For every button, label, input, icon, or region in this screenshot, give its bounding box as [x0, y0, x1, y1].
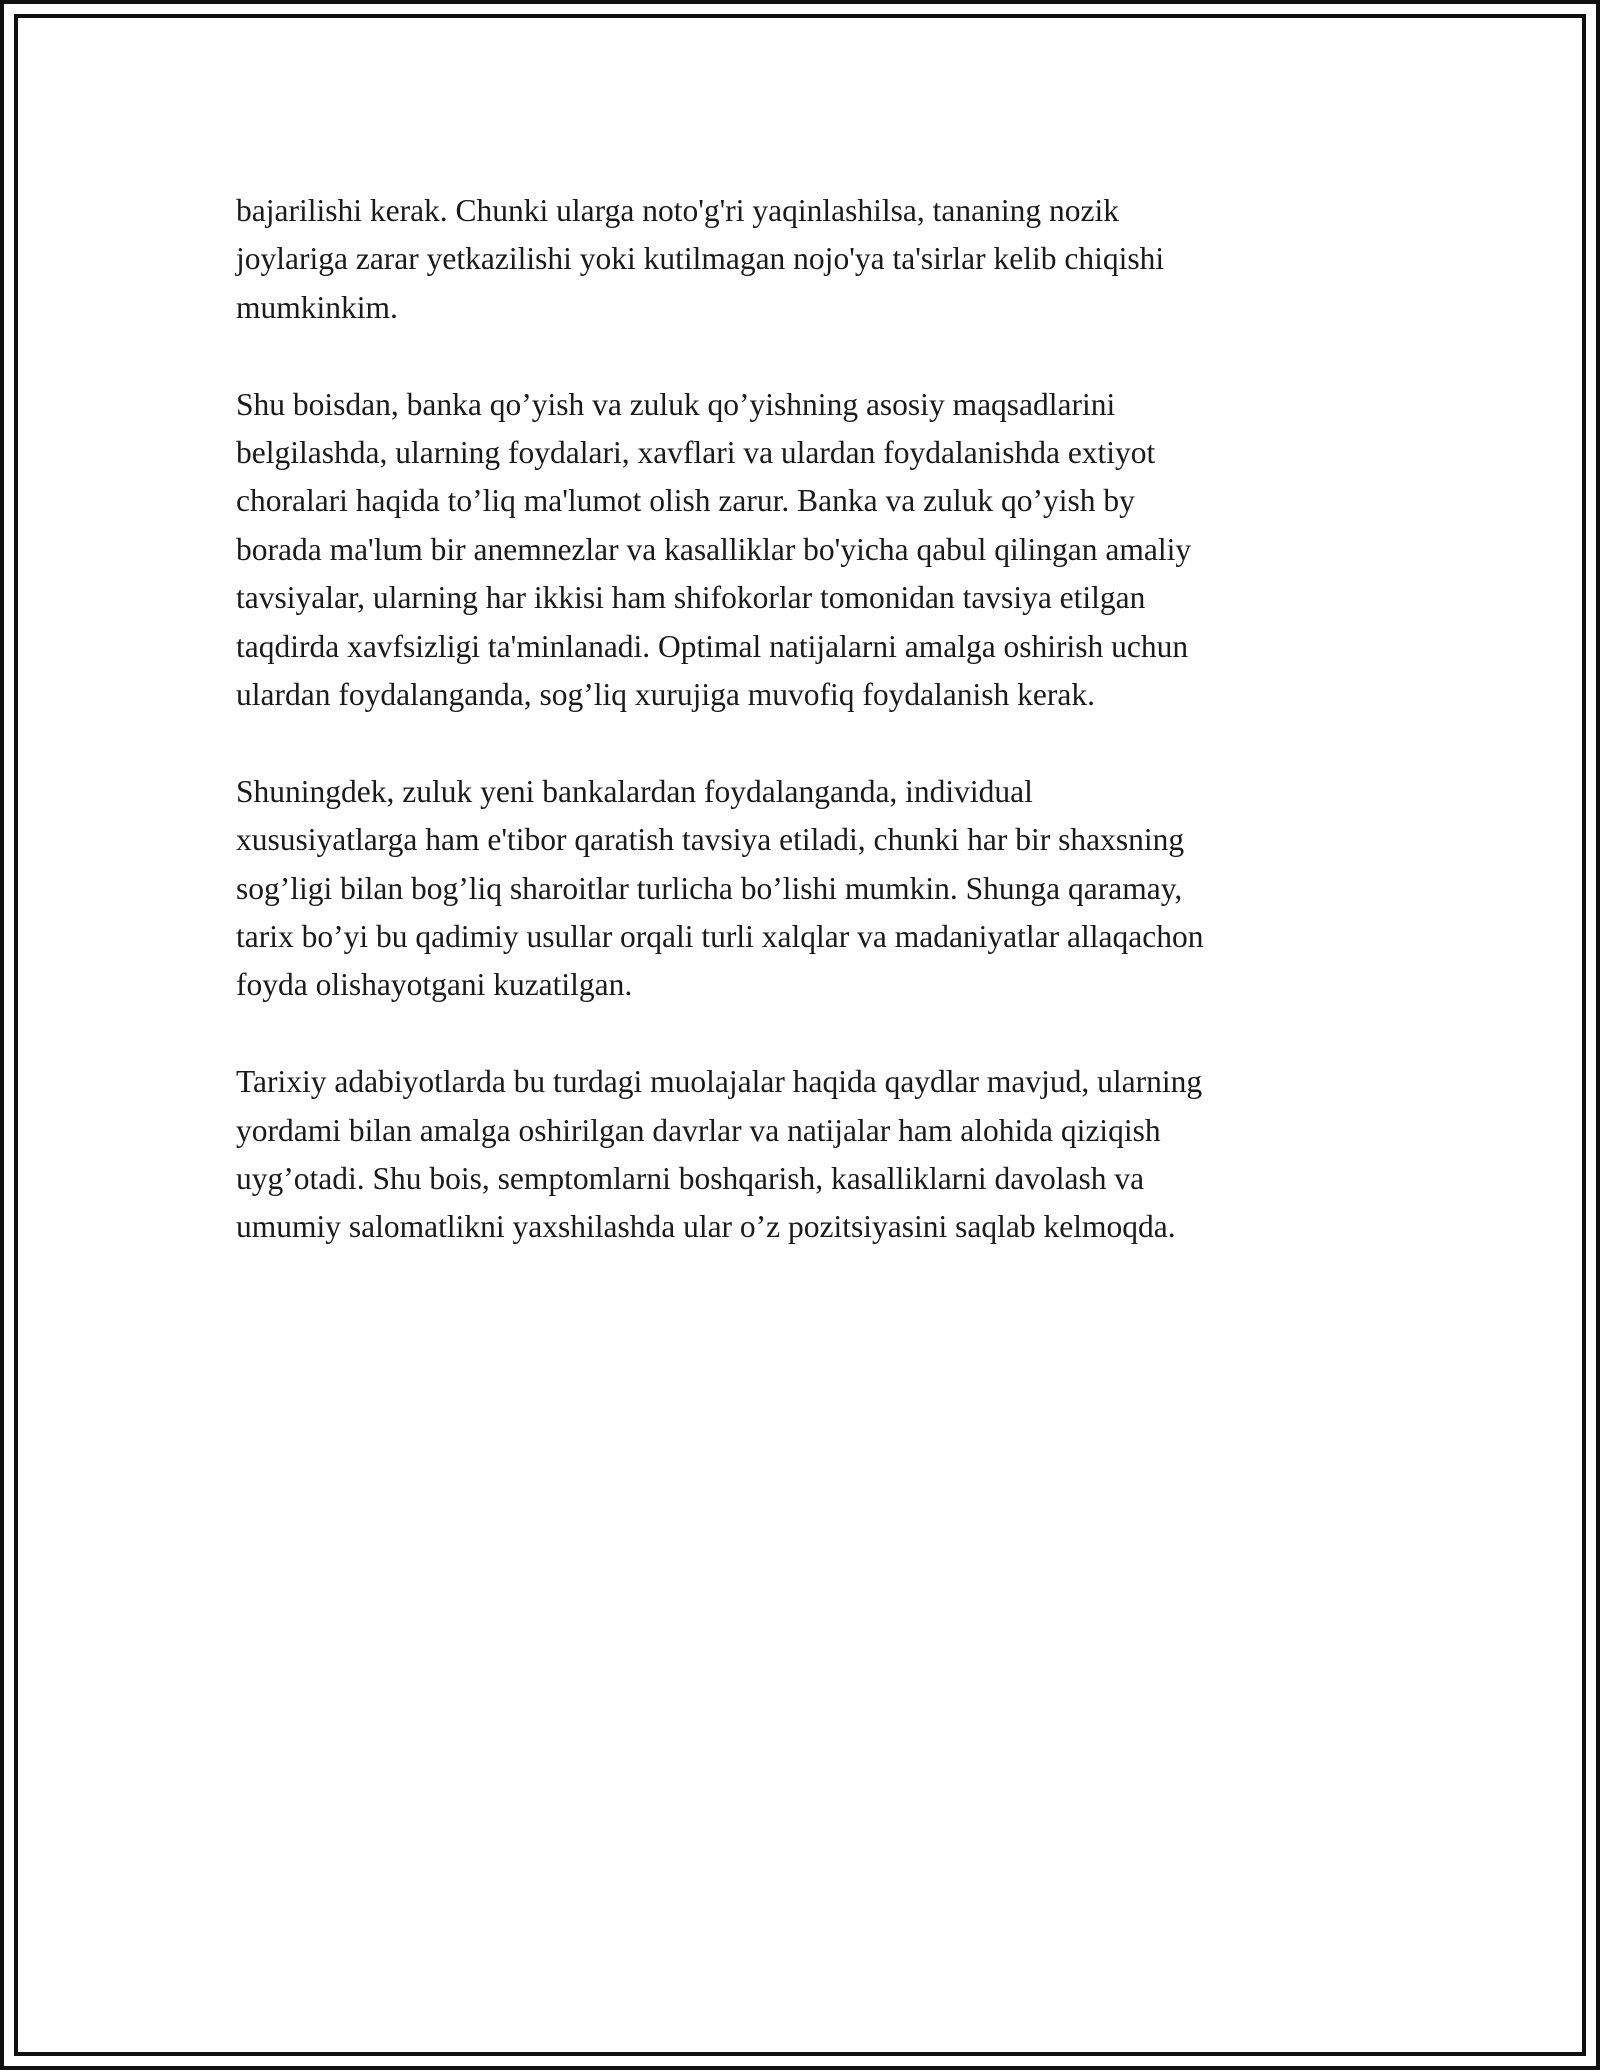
text-line: Tarixiy adabiyotlarda bu turdagi muolajalar haqida qaydlar mavjud, ularning — [236, 1064, 1203, 1100]
text-line: yordami bilan amalga oshirilgan davrlar va natijalar ham alohida qiziqish — [236, 1112, 1161, 1148]
paragraph-3 — [236, 768, 1376, 1010]
text-line: borada ma'lum bir anemnezlar va kasalliklar bo'yicha qabul qilingan amaliy — [236, 531, 1192, 567]
text-line: tavsiyalar, ularning har ikkisi ham shifokorlar tomonidan tavsiya etilgan — [236, 580, 1146, 616]
text-line: uyg’otadi. Shu bois, semptomlarni boshqarish, kasalliklarni davolash va — [236, 1161, 1145, 1197]
text-line: taqdirda xavfsizligi ta'minlanadi. Optimal natijalarni amalga oshirish uchun — [236, 628, 1189, 664]
text-line: sog’ligi bilan bog’liq sharoitlar turlicha bo’lishi mumkin. Shunga qaramay, — [236, 870, 1183, 906]
text-line: choralari haqida to’liq ma'lumot olish zarur. Banka va zuluk qo’yish by — [236, 483, 1135, 519]
text-line: bajarilishi kerak. Chunki ularga noto'g'ri yaqinlashilsa, tananing nozik — [236, 193, 1119, 228]
text-line: joylariga zarar yetkazilishi yoki kutilmagan nojo'ya ta'sirlar kelib chiqishi — [236, 241, 1165, 277]
text-line: xususiyatlarga ham e'tibor qaratish tavsiya etiladi, chunki har bir shaxsning — [236, 822, 1185, 858]
text-line: foyda olishayotgani kuzatilgan. — [236, 967, 633, 1003]
text-line: Shu boisdan, banka qo’yish va zuluk qo’yishning asosiy maqsadlarini — [236, 386, 1116, 422]
text-line: ulardan foydalanganda, sog’liq xurujiga muvofiq foydalanish kerak. — [236, 677, 1096, 713]
text-line: Shuningdek, zuluk yeni bankalardan foydalanganda, individual — [236, 773, 1033, 809]
text-line: tarix bo’yi bu qadimiy usullar orqali turli xalqlar va madaniyatlar allaqachon — [236, 919, 1204, 955]
paragraph-2 — [236, 381, 1376, 720]
paragraph-1 — [236, 187, 1376, 332]
text-line: belgilashda, ularning foydalari, xavflari va ulardan foydalanishda extiyot — [236, 435, 1156, 471]
text-line: mumkinkim. — [236, 289, 398, 325]
text-line: umumiy salomatlikni yaxshilashda ular o’z pozitsiyasini saqlab kelmoqda. — [236, 1209, 1176, 1245]
paragraph-4 — [236, 1058, 1376, 1252]
document-body — [236, 187, 1376, 1300]
